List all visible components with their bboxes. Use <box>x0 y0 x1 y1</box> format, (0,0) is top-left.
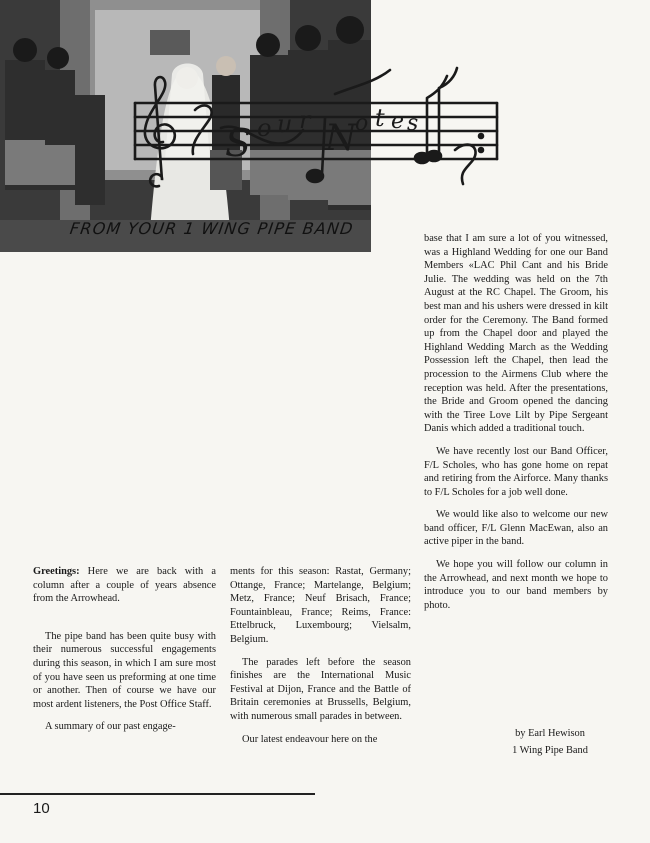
paragraph: The pipe band has been quite busy with their numerous successful engagements during this season, in which I am sure most of you have seen us preforming at one time or another. Then of course we have our most ardent listeners, the Post Office Staff. <box>33 630 216 710</box>
footer-rule <box>0 793 315 795</box>
logo-letter-n: N <box>325 118 357 159</box>
byline <box>470 725 630 759</box>
column-2 <box>230 565 411 755</box>
paragraph: base that I am sure a lot of you witnessed, was a Highland Wedding for one our Band Members «LAC Phil Cant and his Bride Julie. The wedding was held on the 7th August at the RC Chapel. The Groom, his best man and his ushers were dressed in kilt order for the Ceremony. The Band formed up from the Chapel door and played the Highland Wedding March as the Wedding Possession left the Chapel, then lead the procession to the Airmens Club where the reception was held. After the presentations, the Bride and Groom opened the dancing with the Tiree Love Lilt by Pipe Sergeant Danis which added a traditional touch. <box>424 233 608 435</box>
column-1 <box>33 565 216 743</box>
logo-letter-t: t <box>375 104 385 132</box>
page-number: 10 <box>33 800 50 817</box>
paragraph: We hope you will follow our column in the Arrowhead, and next month we hope to introduce you to our band members by photo. <box>424 559 608 611</box>
greeting-text: Here we are back with a column after a couple of years absence from the Arrowhead. <box>33 566 216 605</box>
logo-letter-s: S <box>225 121 252 165</box>
logo-letter-r: r <box>299 106 311 134</box>
sour-notes-logo <box>125 58 515 198</box>
greeting-paragraph <box>33 565 216 606</box>
logo-letter-u: u <box>277 110 293 138</box>
paragraph: We have recently lost our Band Officer, F/L Scholes, who has gone home on repat and retiring from the Airforce. Many thanks to F/L Scholes for a job well done. <box>424 445 608 498</box>
logo-letter-s2: s <box>407 111 419 136</box>
greeting-label: Greetings: <box>33 566 80 577</box>
logo-letter-o: o <box>257 114 272 142</box>
paragraph: A summary of our past engage- <box>45 721 176 733</box>
logo-letter-o2: o <box>355 111 369 136</box>
article-title: FROM YOUR 1 WING PIPE BAND <box>68 219 356 238</box>
paragraph: Our latest endeavour here on the <box>242 733 378 745</box>
byline-org: 1 Wing Pipe Band <box>512 745 588 756</box>
paragraph: ments for this season: Rastat, Germany; Ottange, France; Martelange, Belgium; Metz, France; Neuf Brisach, France; Fountainbleau, France; Reims, France: Ettelbruck, Luxembourg; Vielsalm, Belgium. <box>230 566 411 645</box>
paragraph: The parades left before the season finishes are the International Music Festival at Dijon, France and the Battle of Britain ceremonies at Brussells, Belgium, with numerous small parades in between. <box>230 656 411 722</box>
paragraph: We would like also to welcome our new band officer, F/L Glenn MacEwan, also an active piper in the band. <box>424 509 608 548</box>
logo-letter-e: e <box>391 109 405 134</box>
column-3 <box>424 232 608 621</box>
byline-author: by Earl Hewison <box>515 728 585 739</box>
